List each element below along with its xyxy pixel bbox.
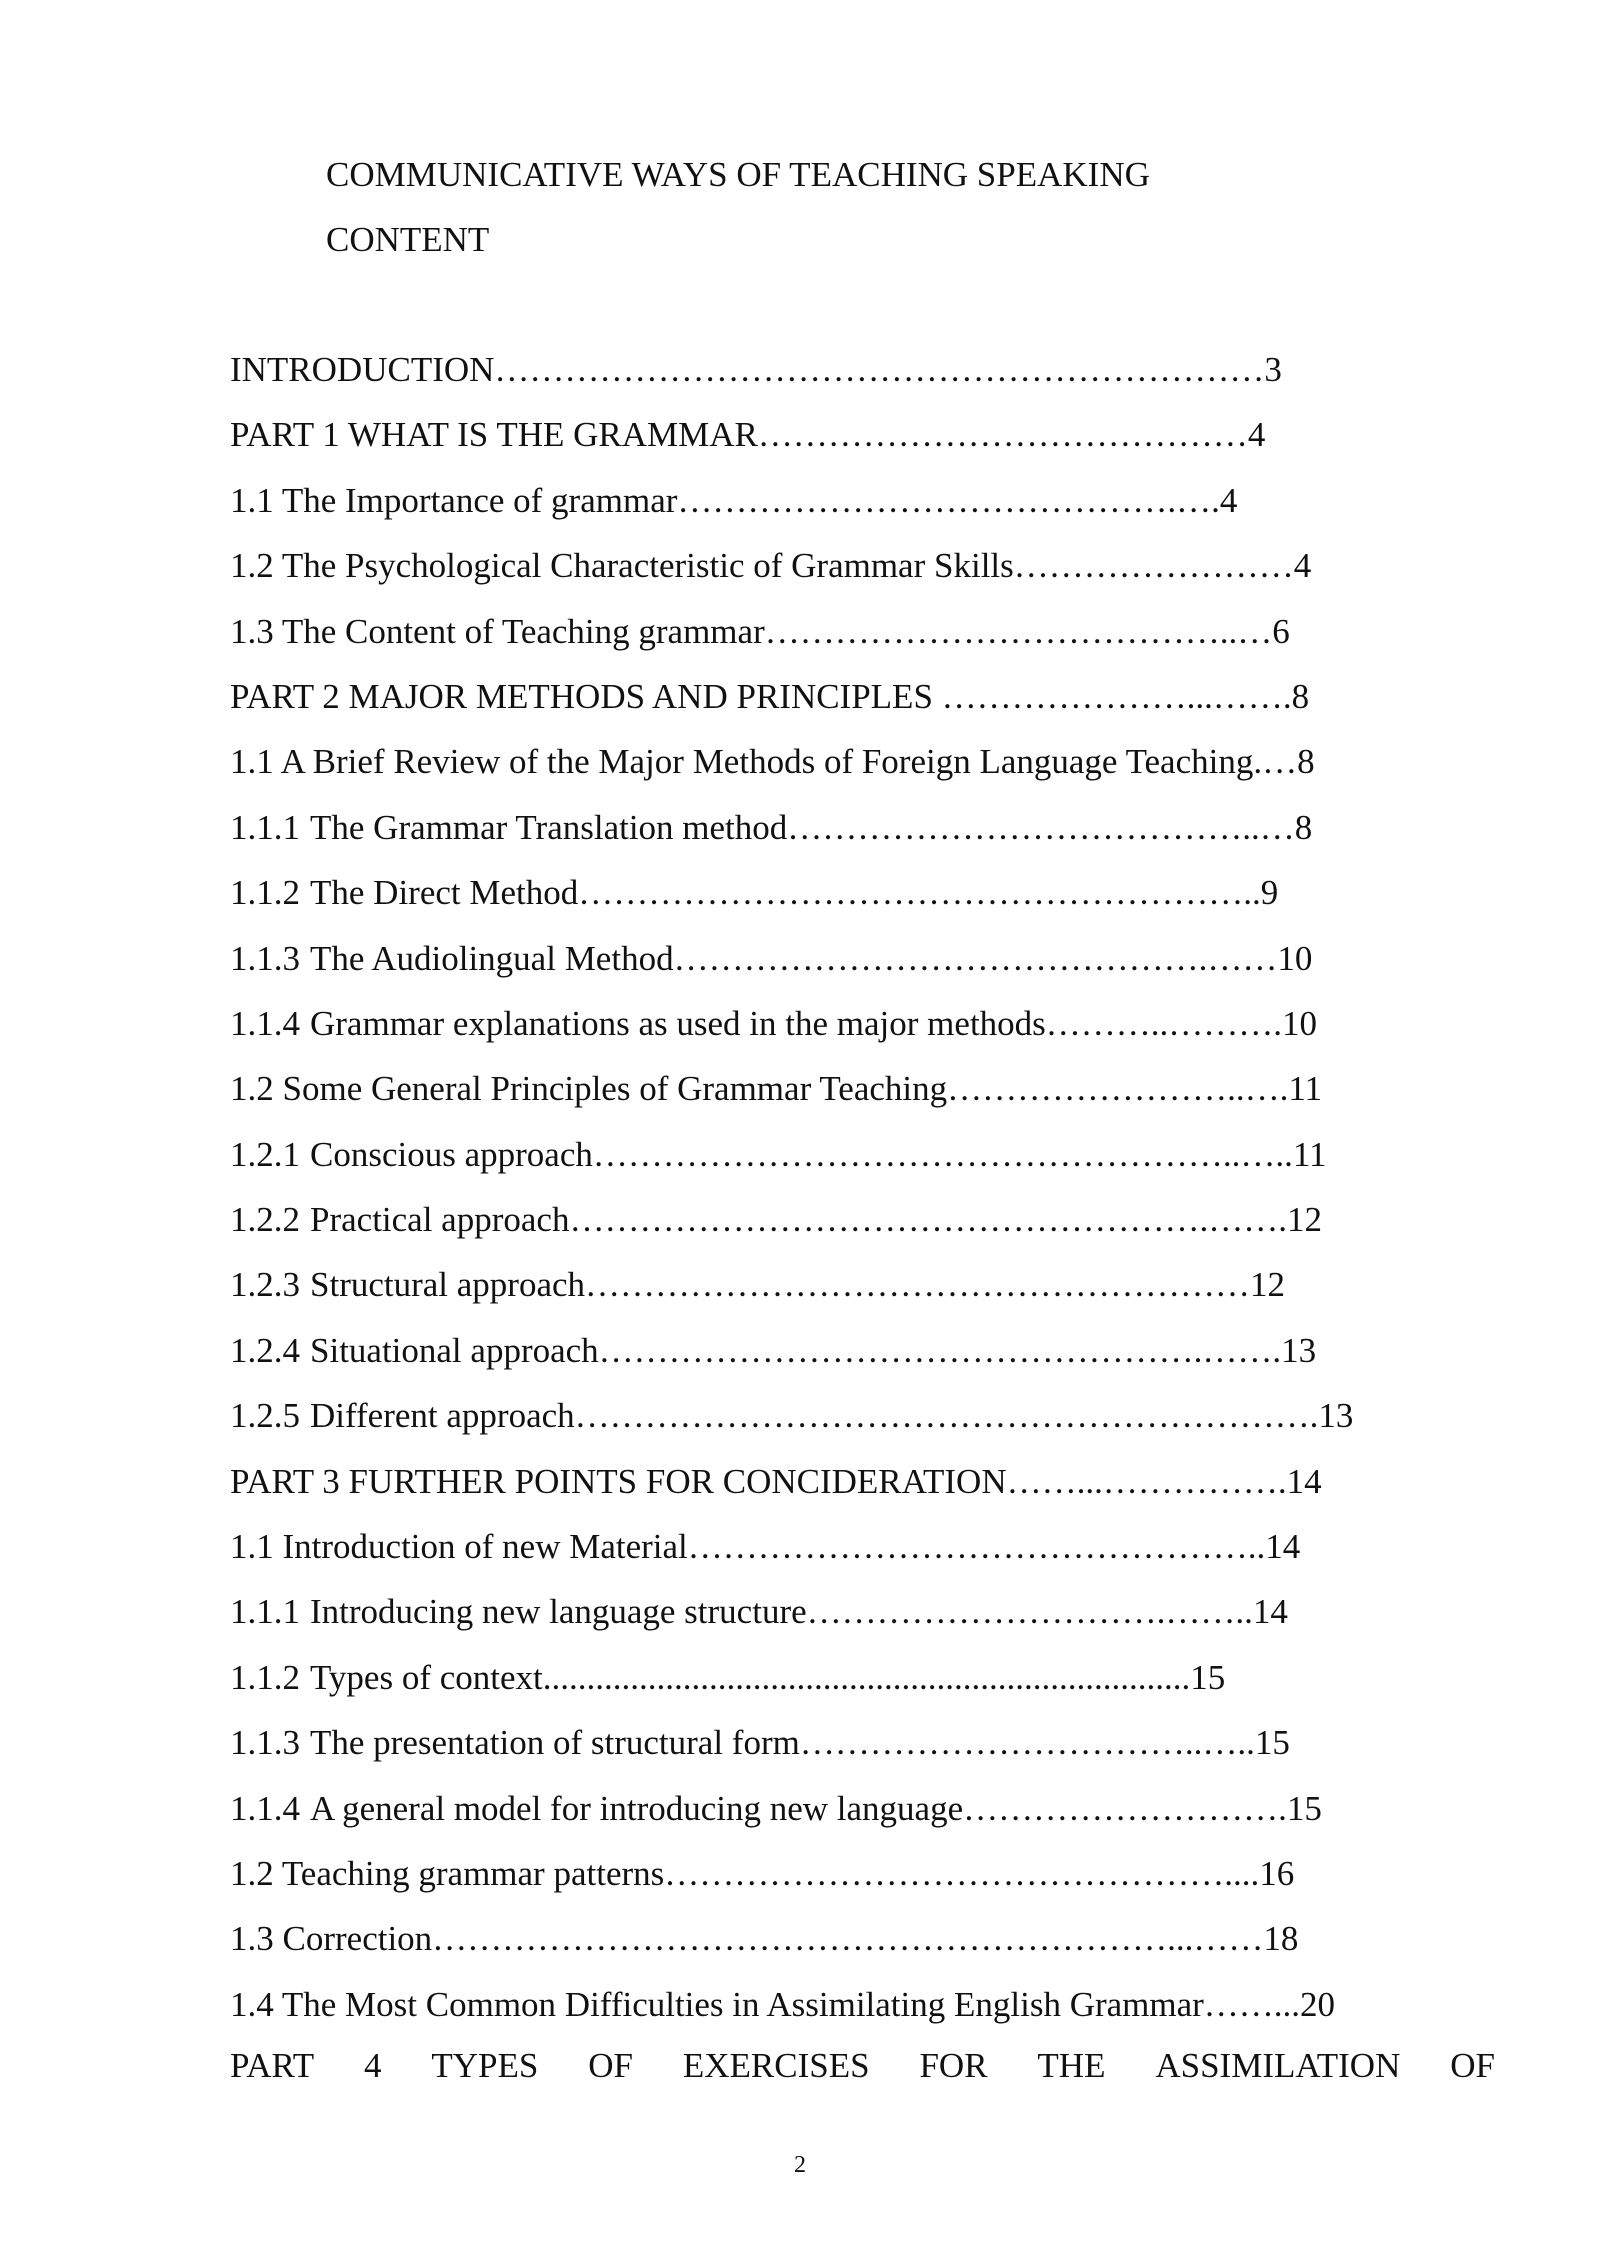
toc-entry-text: Practical approach……………………………………………….…….12 [310,1200,1322,1240]
toc-entry-text: 1.1 Introduction of new Material…………………………………………..14 [230,1527,1301,1567]
toc-entry-number: 1.1.2 [230,873,300,913]
toc-word: EXERCISES [682,2046,870,2085]
toc-entry [230,1592,1460,1657]
toc-entry [230,1200,1460,1265]
toc-entry-text: 1.2 Teaching grammar patterns…………………………………………....16 [230,1853,1295,1893]
toc-entry-text: The presentation of structural form……………………………..…..15 [310,1723,1290,1763]
toc-entry [230,1723,1460,1788]
toc-entry-text: The Grammar Translation method…………………………………..…8 [310,807,1313,847]
toc-entry-text: PART 1 WHAT IS THE GRAMMAR……………………………………4 [230,415,1266,455]
toc-entry [230,1069,1460,1134]
toc-word: FOR [919,2046,988,2085]
toc-entry-number: 1.2.5 [230,1396,300,1436]
toc-entry-text: Introducing new language structure………………………….……..14 [310,1592,1288,1632]
toc-entry [230,350,1460,415]
toc-entry [230,1527,1460,1592]
toc-entry-text: 1.4 The Most Common Difficulties in Assimilating English Grammar……...20 [230,1984,1336,2024]
toc-entry-text: 1.1 The Importance of grammar…………………………………….….4 [230,480,1238,520]
toc-entry-number: 1.1.3 [230,938,300,978]
toc-entry-text: PART 3 FURTHER POINTS FOR CONCIDERATION……...…………….14 [230,1461,1322,1501]
toc-entry [230,1396,1460,1461]
toc-word: THE [1037,2046,1106,2085]
toc-entry-text: 1.2 The Psychological Characteristic of Grammar Skills……………………4 [230,546,1312,586]
toc-entry [230,1265,1460,1330]
toc-entry [230,612,1460,677]
toc-entry-text: Conscious approach………………………………………………..…..11 [310,1134,1327,1174]
toc-entry-number: 1.2.4 [230,1330,300,1370]
toc-entry [230,1789,1460,1854]
toc-entry-text: A general model for introducing new language……………………….15 [310,1788,1322,1828]
toc-entry-number: 1.1.3 [230,1723,300,1763]
document-title: COMMUNICATIVE WAYS OF TEACHING SPEAKING [326,155,1150,194]
toc-entry-text: PART 2 MAJOR METHODS AND PRINCIPLES …………………...…….8 [230,676,1310,716]
toc-entry-text: Types of context..........................................................................15 [310,1657,1226,1697]
toc-entry-text: INTRODUCTION…………………………………………………………3 [230,350,1282,389]
toc-word: TYPES [431,2046,539,2085]
page-number: 2 [794,2152,806,2178]
toc-entry-text: Different approach……………………………………………………….13 [310,1396,1354,1436]
toc-entry-number: 1.1.1 [230,1592,300,1632]
toc-entry [230,1135,1460,1200]
toc-entry-text: Structural approach…………………………………………………12 [310,1265,1286,1305]
toc-entry [230,873,1460,938]
toc-word: 4 [364,2046,382,2085]
toc-entry-number: 1.1.4 [230,1003,300,1043]
table-of-contents [230,350,1460,2050]
toc-entry-number: 1.1.2 [230,1657,300,1697]
toc-entry [230,1658,1460,1723]
toc-entry [230,546,1460,611]
toc-entry-text: 1.2 Some General Principles of Grammar Teaching……………………..….11 [230,1069,1323,1109]
toc-entry [230,1919,1460,1984]
toc-entry-number: 1.2.3 [230,1265,300,1305]
toc-word: OF [588,2046,633,2085]
toc-word: OF [1450,2046,1495,2085]
toc-entry-text: The Direct Method…………………………………………………..9 [310,873,1279,913]
toc-entry-number: 1.2.1 [230,1134,300,1174]
toc-entry [230,1985,1460,2050]
toc-entry [230,742,1460,807]
toc-entry [230,1854,1460,1919]
contents-heading: CONTENT [326,220,490,259]
toc-entry-number: 1.1.1 [230,807,300,847]
toc-entry-text: 1.3 Correction………………………………………………………...……18 [230,1919,1299,1959]
toc-entry [230,1462,1460,1527]
toc-entry-text: 1.1 A Brief Review of the Major Methods of Foreign Language Teaching.…8 [230,742,1315,782]
toc-entry [230,1331,1460,1396]
toc-entry [230,939,1460,1004]
toc-entry [230,677,1460,742]
toc-entry-number: 1.2.2 [230,1200,300,1240]
toc-word: ASSIMILATION [1155,2046,1401,2085]
toc-entry [230,415,1460,480]
toc-word: PART [230,2046,315,2085]
toc-entry-text: 1.3 The Content of Teaching grammar…………………………………..…6 [230,611,1290,651]
toc-entry-text: The Audiolingual Method……………………………………….……10 [310,938,1313,978]
toc-continued-line [230,2046,1495,2086]
toc-entry-number: 1.1.4 [230,1788,300,1828]
toc-entry [230,481,1460,546]
toc-entry-text: Grammar explanations as used in the major methods………..……….10 [310,1003,1318,1043]
toc-entry-text: Situational approach…………………………………………….…….13 [310,1330,1317,1370]
toc-entry [230,808,1460,873]
toc-entry [230,1004,1460,1069]
